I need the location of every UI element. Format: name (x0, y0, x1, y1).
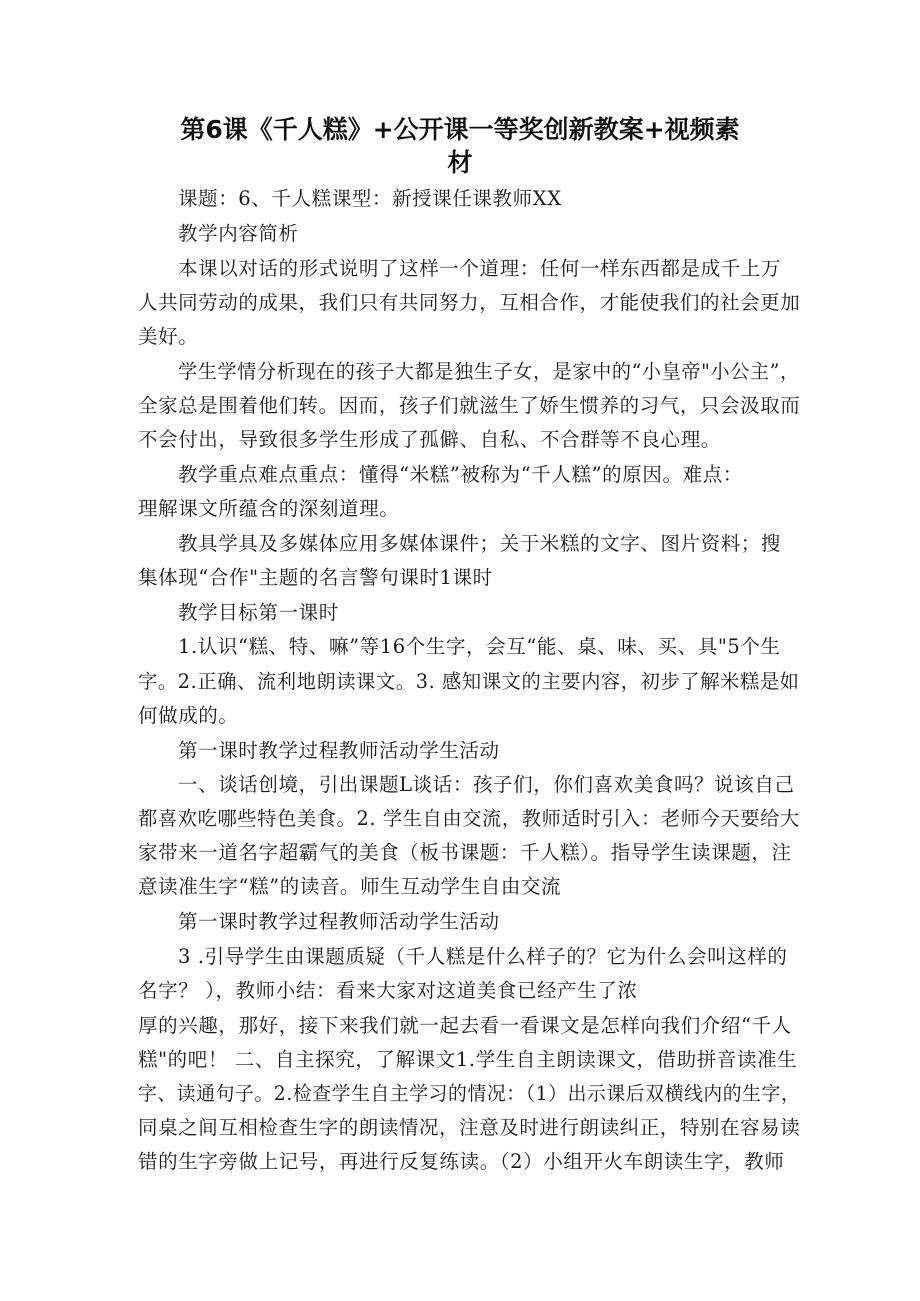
text-line: 学生学情分析现在的孩子大都是独生子女，是家中的“小皇帝"小公主”， (178, 360, 800, 383)
lesson-info-line: 课题：6、千人糕课型：新授课任课教师XX (178, 187, 562, 210)
section-heading: 教学内容简析 (178, 222, 299, 245)
text-line: 理解课文所蕴含的深刻道理。 (138, 497, 400, 520)
document-title-line-2: 材 (447, 148, 473, 177)
text-line: 厚的兴趣，那好，接下来我们就一起去看一看课文是怎样向我们介绍“千人 (138, 1014, 792, 1037)
text-line: 1.认识“糕、特、嘛”等16个生字，会互“能、桌、味、买、具"5个生 (178, 635, 781, 658)
text-line: 教具学具及多媒体应用多媒体课件；关于米糕的文字、图片资料；搜 (178, 532, 782, 555)
text-line: 不会付出，导致很多学生形成了孤僻、自私、不合群等不良心理。 (138, 428, 721, 451)
text-line: 字、读通句子。2.检查学生自主学习的情况：（1）出示课后双横线内的生字， (138, 1082, 801, 1105)
text-line: 字。2.正确、流利地朗读课文。3. 感知课文的主要内容，初步了解米糕是如 (138, 670, 800, 693)
section-heading: 第一课时教学过程教师活动学生活动 (178, 739, 500, 762)
text-line: 全家总是围着他们转。因而，孩子们就滋生了娇生惯养的习气，只会汲取而 (138, 394, 801, 417)
text-line: 何做成的。 (138, 704, 239, 727)
text-line: 错的生字旁做上记号，再进行反复练读。（2）小组开火车朗读生字，教师 (138, 1150, 785, 1173)
text-line: 同桌之间互相检查生字的朗读情况，注意及时进行朗读纠正，特别在容易读 (138, 1116, 801, 1139)
text-line: 教学重点难点重点：懂得“米糕”被称为“千人糕”的原因。难点： (178, 463, 743, 486)
text-line: 3 .引导学生由课题质疑（千人糕是什么样子的？它为什么会叫这样的 (178, 945, 788, 968)
section-heading: 第一课时教学过程教师活动学生活动 (178, 910, 500, 933)
text-line: 人共同劳动的成果，我们只有共同努力，互相合作，才能使我们的社会更加 (138, 291, 801, 314)
section-heading: 教学目标第一课时 (178, 601, 339, 624)
document-title-line-1: 第6课《千人糕》+公开课一等奖创新教案+视频素 (180, 115, 740, 144)
text-line: 集体现“合作"主题的名言警句课时1课时 (138, 566, 493, 589)
text-line: 一、谈话创境，引出课题L谈话：孩子们，你们喜欢美食吗？说该自己 (178, 773, 795, 796)
text-line: 家带来一道名字超霸气的美食（板书课题：千人糕）。指导学生读课题，注 (138, 841, 792, 864)
text-line: 意读准生字“糕”的读音。师生互动学生自由交流 (138, 875, 562, 898)
text-line: 糕"的吧！ 二、自主探究，了解课文1.学生自主朗读课文，借助拼音读准生 (138, 1048, 798, 1071)
text-line: 都喜欢吃哪些特色美食。2. 学生自由交流，教师适时引入：老师今天要给大 (138, 807, 800, 830)
text-line: 本课以对话的形式说明了这样一个道理：任何一样东西都是成千上万 (178, 257, 782, 280)
text-line: 名字？ ），教师小结：看来大家对这道美食已经产生了浓 (138, 979, 638, 1002)
text-line: 美好。 (138, 325, 199, 348)
